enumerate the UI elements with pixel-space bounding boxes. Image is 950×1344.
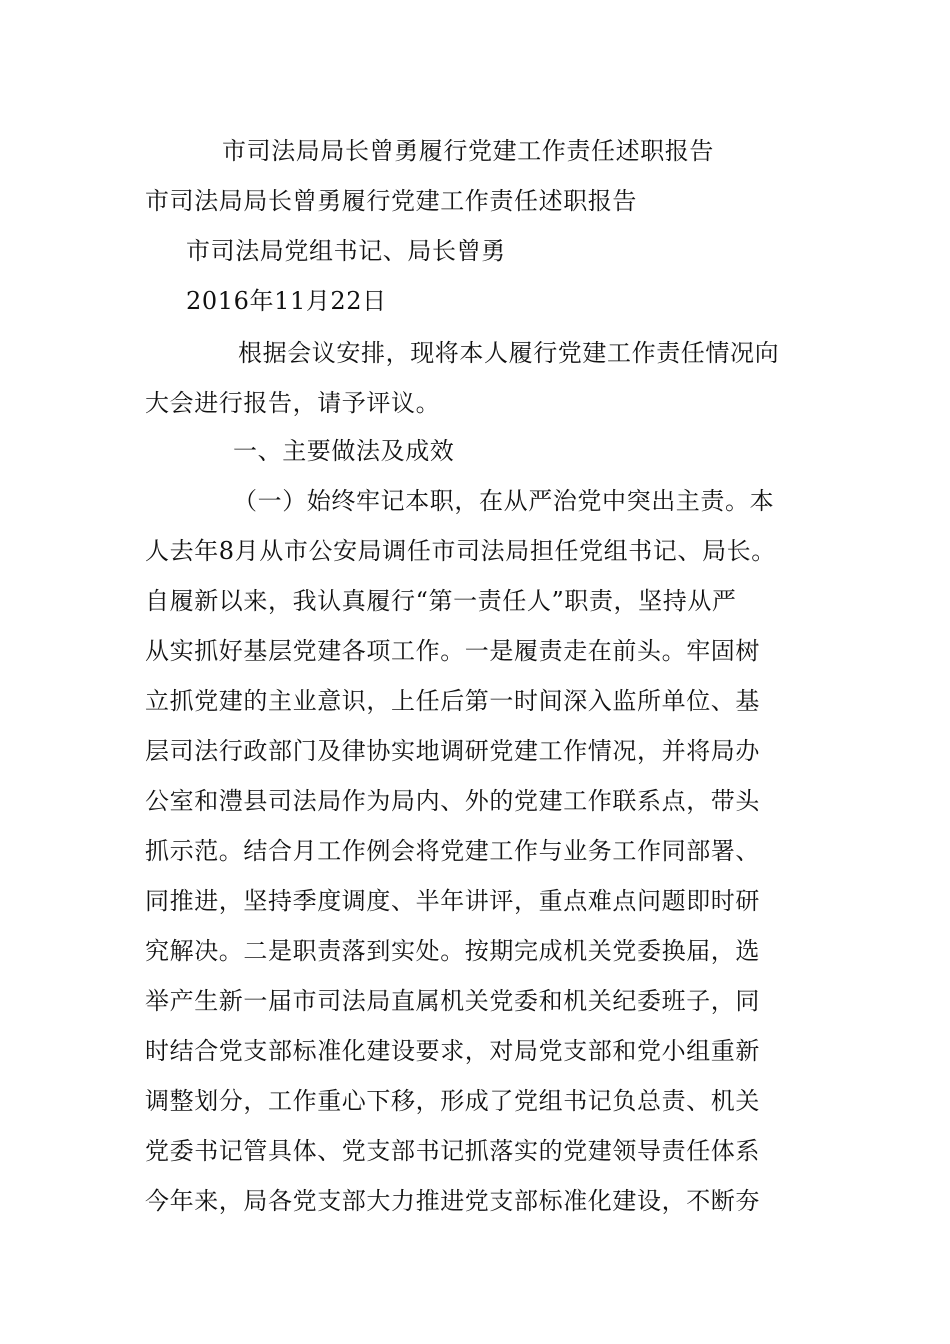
document-title-repeat: 市司法局局长曾勇履行党建工作责任述职报告 [145,187,637,215]
body-line-8: 抓示范。结合月工作例会将党建工作与业务工作同部署、 [145,837,760,865]
intro-line-1: 根据会议安排，现将本人履行党建工作责任情况向 [238,339,780,367]
body-line-6: 层司法行政部门及律协实地调研党建工作情况，并将局办 [145,737,760,765]
body-line-10: 究解决。二是职责落到实处。按期完成机关党委换届，选 [145,937,760,965]
section-heading: 一、主要做法及成效 [233,437,455,465]
body-line-5: 立抓党建的主业意识，上任后第一时间深入监所单位、基 [145,687,760,715]
body-line-3: 自履新以来，我认真履行“第一责任人”职责，坚持从严 [145,587,737,615]
body-line-4: 从实抓好基层党建各项工作。一是履责走在前头。牢固树 [145,637,760,665]
body-line-11: 举产生新一届市司法局直属机关党委和机关纪委班子，同 [145,987,760,1015]
document-author: 市司法局党组书记、局长曾勇 [186,237,506,265]
body-line-12: 时结合党支部标准化建设要求，对局党支部和党小组重新 [145,1037,760,1065]
body-line-13: 调整划分，工作重心下移，形成了党组书记负总责、机关 [145,1087,760,1115]
body-line-7: 公室和澧县司法局作为局内、外的党建工作联系点，带头 [145,787,760,815]
document-title-centered: 市司法局局长曾勇履行党建工作责任述职报告 [222,137,714,165]
body-line-14: 党委书记管具体、党支部书记抓落实的党建领导责任体系 [145,1137,760,1165]
intro-line-2: 大会进行报告，请予评议。 [145,389,441,417]
body-line-9: 同推进，坚持季度调度、半年讲评，重点难点问题即时研 [145,887,760,915]
document-date: 2016年11月22日 [186,287,387,315]
body-line-15: 今年来，局各党支部大力推进党支部标准化建设，不断夯 [145,1187,760,1215]
body-line-2: 人去年8月从市公安局调任市司法局担任党组书记、局长。 [145,537,776,565]
body-line-1: （一）始终牢记本职，在从严治党中突出主责。本 [233,487,775,515]
